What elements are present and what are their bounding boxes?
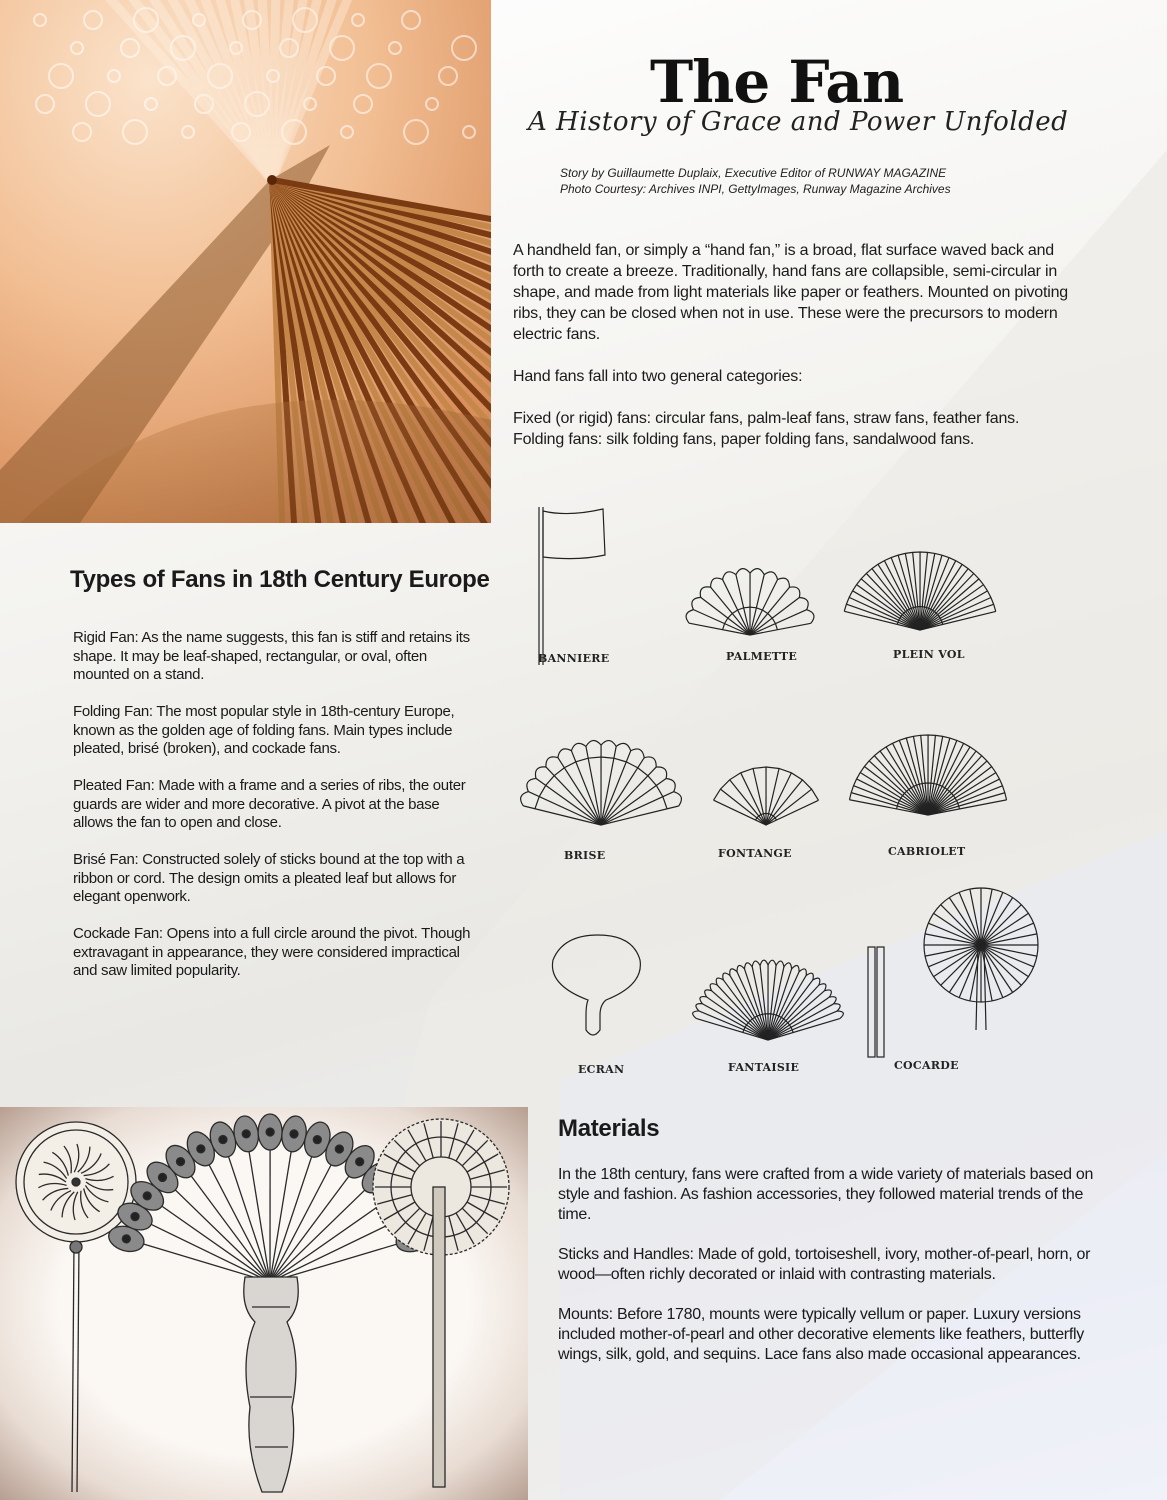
type-item: Pleated Fan: Made with a frame and a series of ribs, the outer guards are wider and more decorative. A pivot at the base allows the fan to open and close. xyxy=(73,777,466,831)
intro-paragraph: A handheld fan, or simply a “hand fan,” is a broad, flat surface waved back and forth to create a breeze. Traditionally, hand fans are collapsible, semi-circular in shape, and made from light materials like paper or feathers. Mounted on pivoting ribs, they can be closed when not in use. These were the precursors to modern electric fans. xyxy=(513,242,1068,343)
label-palmette: PALMETTE xyxy=(726,650,798,663)
materials-heading: Materials xyxy=(558,1115,660,1142)
label-banniere: BANNIERE xyxy=(538,652,610,665)
golden-fan-photo xyxy=(0,0,491,523)
ecran-drawing xyxy=(552,935,640,1035)
category-line: Folding fans: silk folding fans, paper folding fans, sandalwood fans. xyxy=(513,431,975,448)
label-plein-vol: PLEIN VOL xyxy=(893,648,965,661)
cocarde-drawing xyxy=(868,888,1038,1057)
materials-paragraph: Sticks and Handles: Made of gold, tortoiseshell, ivory, mother-of-pearl, horn, or wood—often richly decorated or inlaid with contrasting materials. xyxy=(558,1246,1091,1283)
antique-fans-illustration xyxy=(0,1107,528,1500)
label-ecran: ECRAN xyxy=(578,1063,625,1076)
fan-types-diagram xyxy=(508,495,1048,1090)
byline: Story by Guillaumette Duplaix, Executive Editor of RUNWAY MAGAZINE xyxy=(560,166,947,180)
label-fontange: FONTANGE xyxy=(718,847,792,860)
type-item: Brisé Fan: Constructed solely of sticks bound at the top with a ribbon or cord. The design omits a pleated leaf but allows for elegant openwork. xyxy=(73,851,465,905)
label-fantaisie: FANTAISIE xyxy=(728,1061,800,1074)
type-item: Folding Fan: The most popular style in 18th-century Europe, known as the golden age of folding fans. Main types include pleated, brisé (broken), and cockade fans. xyxy=(73,703,455,757)
types-list xyxy=(73,629,478,999)
materials-paragraph: In the 18th century, fans were crafted from a wide variety of materials based on style and fashion. As fashion accessories, they followed material trends of the time. xyxy=(558,1166,1094,1223)
label-cocarde: COCARDE xyxy=(894,1059,959,1072)
intro-section xyxy=(513,240,1073,450)
intro-paragraph: Hand fans fall into two general categories: xyxy=(513,368,803,385)
type-item: Rigid Fan: As the name suggests, this fan is stiff and retains its shape. It may be leaf-shaped, rectangular, or oval, often mounted on a stand. xyxy=(73,629,470,683)
label-brise: BRISE xyxy=(564,849,606,862)
type-item: Cockade Fan: Opens into a full circle around the pivot. Though extravagant in appearance, they were considered impractical and saw limited popularity. xyxy=(73,925,471,979)
types-heading: Types of Fans in 18th Century Europe xyxy=(70,566,490,593)
page-subtitle: A History of Grace and Power Unfolded xyxy=(528,107,1069,137)
label-cabriolet: CABRIOLET xyxy=(888,845,966,858)
page-title: The Fan xyxy=(650,48,904,116)
category-line: Fixed (or rigid) fans: circular fans, palm-leaf fans, straw fans, feather fans. xyxy=(513,410,1020,427)
banniere-drawing xyxy=(539,507,605,665)
credits xyxy=(560,165,951,197)
photo-credit: Photo Courtesy: Archives INPI, GettyImages, Runway Magazine Archives xyxy=(560,182,951,196)
materials-section xyxy=(558,1165,1098,1385)
materials-paragraph: Mounts: Before 1780, mounts were typically vellum or paper. Luxury versions included mother-of-pearl and other decorative elements like feathers, butterfly wings, silk, gold, and sequins. Lace fans also made occasional appearances. xyxy=(558,1306,1084,1363)
